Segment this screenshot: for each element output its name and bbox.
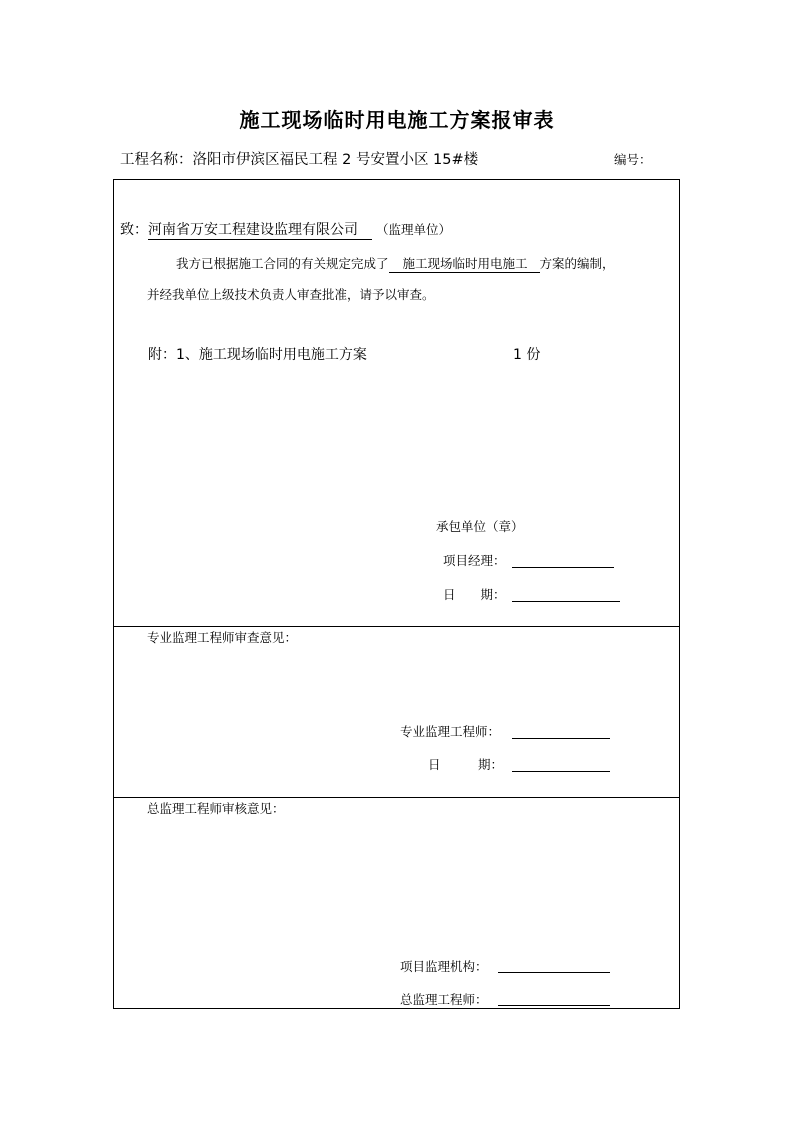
supervision-agency-line — [498, 972, 610, 973]
engineer-date-label: 日 期： — [428, 757, 504, 772]
engineer-signature-line — [512, 738, 610, 739]
project-label: 工程名称： — [120, 152, 193, 168]
chief-engineer-label: 总监理工程师： — [400, 992, 488, 1007]
supervision-agency-label: 项目监理机构： — [400, 959, 488, 974]
form-table — [113, 179, 680, 1009]
chief-engineer-signature-line — [498, 1005, 610, 1006]
section-divider-1 — [113, 626, 680, 627]
number-label: 编号： — [614, 152, 652, 167]
attachment-count: 1 份 — [513, 347, 541, 363]
body-part2: 方案的编制， — [539, 256, 615, 271]
recipient-suffix: （监理单位） — [376, 222, 452, 237]
body-line-1 — [176, 254, 615, 273]
project-name-row — [120, 148, 478, 169]
body-part1: 我方已根据施工合同的有关规定完成了 — [176, 256, 389, 271]
project-name: 洛阳市伊滨区福民工程 2 号安置小区 15#楼 — [192, 152, 479, 168]
section-divider-2 — [113, 797, 680, 798]
to-label: 致： — [120, 222, 148, 238]
contractor-date-label: 日 期： — [443, 587, 506, 602]
contractor-date-line — [512, 601, 620, 602]
attachment-label: 附：1、施工现场临时用电施工方案 — [148, 347, 367, 363]
project-manager-signature-line — [512, 567, 614, 568]
engineer-date-line — [512, 771, 610, 772]
engineer-label: 专业监理工程师： — [400, 724, 501, 739]
scheme-name-fill: 施工现场临时用电施工 — [389, 254, 540, 273]
contractor-label: 承包单位（章） — [436, 519, 524, 534]
body-line-2: 并经我单位上级技术负责人审查批准，请予以审查。 — [147, 287, 435, 302]
project-manager-label: 项目经理： — [443, 553, 506, 568]
chief-review-heading: 总监理工程师审核意见： — [147, 801, 285, 816]
recipient-name: 河南省万安工程建设监理有限公司 — [148, 219, 372, 240]
page-title: 施工现场临时用电施工方案报审表 — [239, 108, 555, 132]
recipient-row — [120, 219, 451, 240]
engineer-review-heading: 专业监理工程师审查意见： — [147, 630, 298, 645]
